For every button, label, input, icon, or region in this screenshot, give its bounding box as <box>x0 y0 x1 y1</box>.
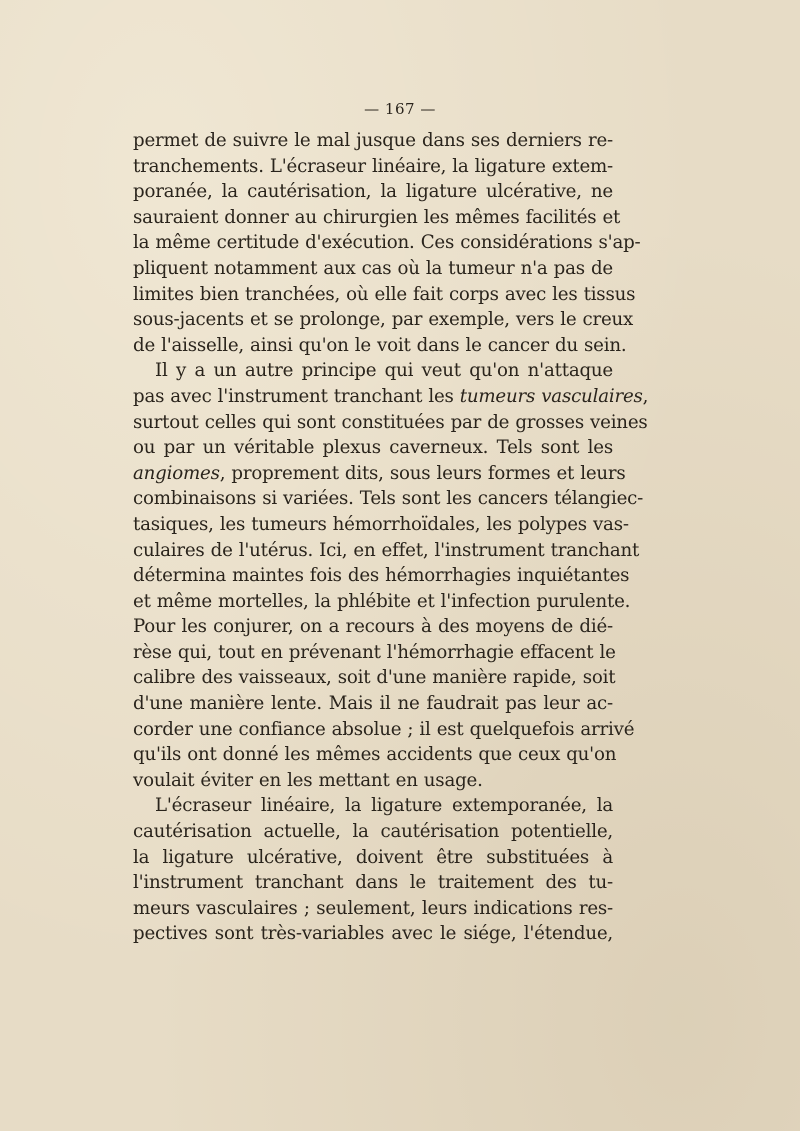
text-line <box>133 384 649 410</box>
text-line: tasiques, les tumeurs hémorrhoïdales, les polypes vas- <box>133 513 629 535</box>
text-line: la ligature ulcérative, doivent être substituées à <box>133 846 613 868</box>
text-segment: , <box>642 385 649 407</box>
text-segment: pas avec l'instrument tranchant les <box>133 385 460 407</box>
text-line: voulait éviter en les mettant en usage. <box>133 769 483 791</box>
text-line: sauraient donner au chirurgien les mêmes facilités et <box>133 206 621 228</box>
italic-term: tumeurs vasculaires <box>459 385 643 407</box>
text-line: meurs vasculaires ; seulement, leurs indications res- <box>133 897 613 919</box>
body-text <box>133 128 649 947</box>
text-line <box>133 461 626 487</box>
text-line: rèse qui, tout en prévenant l'hémorrhagie effacent le <box>133 641 616 663</box>
text-line: poranée, la cautérisation, la ligature ulcérative, ne <box>133 181 613 203</box>
text-line: surtout celles qui sont constituées par de grosses veines <box>133 411 648 433</box>
text-line: l'instrument tranchant dans le traitement des tu- <box>133 872 613 894</box>
text-line: combinaisons si variées. Tels sont les cancers télangiec- <box>133 488 644 510</box>
text-line: cautérisation actuelle, la cautérisation potentielle, <box>133 821 613 843</box>
text-line: qu'ils ont donné les mêmes accidents que ceux qu'on <box>133 744 617 766</box>
text-segment: , proprement dits, sous leurs formes et leurs <box>219 462 626 484</box>
text-line: culaires de l'utérus. Ici, en effet, l'instrument tranchant <box>133 539 640 561</box>
text-line: d'une manière lente. Mais il ne faudrait pas leur ac- <box>133 693 613 715</box>
text-line: L'écraseur linéaire, la ligature extemporanée, la <box>155 795 613 817</box>
text-line: Il y a un autre principe qui veut qu'on n'attaque <box>155 360 613 382</box>
text-line: tranchements. L'écraseur linéaire, la ligature extem- <box>133 155 613 177</box>
text-line: limites bien tranchées, où elle fait corps avec les tissus <box>133 283 636 305</box>
text-line: détermina maintes fois des hémorrhagies inquiétantes <box>133 565 630 587</box>
text-line: et même mortelles, la phlébite et l'infection purulente. <box>133 590 631 612</box>
text-line: pliquent notamment aux cas où la tumeur n'a pas de <box>133 257 613 279</box>
text-line: de l'aisselle, ainsi qu'on le voit dans le cancer du sein. <box>133 334 627 356</box>
page-number: — 167 — <box>364 100 436 118</box>
text-line: permet de suivre le mal jusque dans ses derniers re- <box>133 130 613 151</box>
text-line: sous-jacents et se prolonge, par exemple, vers le creux <box>133 309 634 331</box>
text-line: ou par un véritable plexus caverneux. Tels sont les <box>133 437 613 459</box>
text-line: pectives sont très-variables avec le siége, l'étendue, <box>133 923 613 945</box>
text-line: corder une confiance absolue ; il est quelquefois arrivé <box>133 718 635 740</box>
text-line: la même certitude d'exécution. Ces considérations s'ap- <box>133 232 641 254</box>
text-line: Pour les conjurer, on a recours à des moyens de dié- <box>133 616 613 638</box>
text-line: calibre des vaisseaux, soit d'une manière rapide, soit <box>133 667 616 689</box>
italic-term: angiomes <box>133 462 220 484</box>
